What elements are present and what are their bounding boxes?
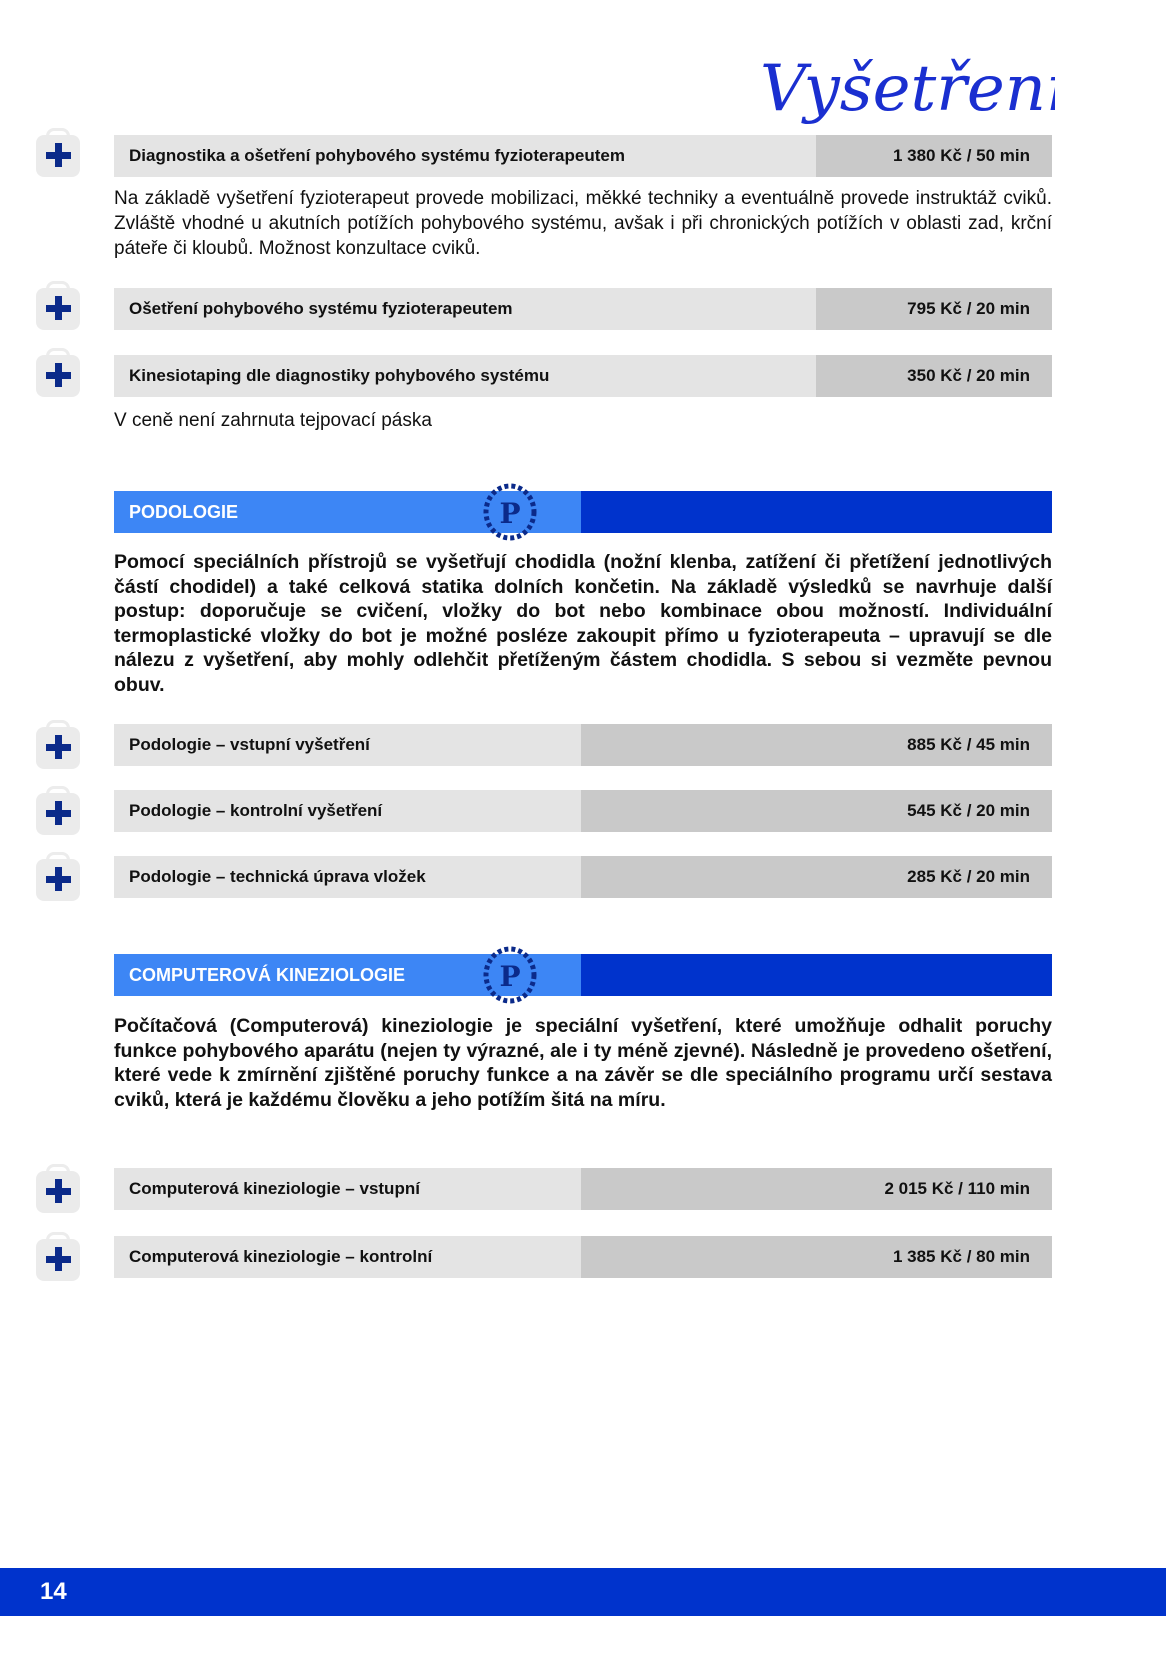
price-row (114, 790, 1052, 832)
service-price: 1 380 Kč / 50 min (816, 135, 1052, 177)
service-name: Podologie – vstupní vyšetření (114, 724, 581, 766)
price-row (114, 135, 1052, 177)
section-header-kineziologie (114, 954, 1052, 996)
script-title-text: Vyšetření (760, 52, 1055, 126)
service-price: 2 015 Kč / 110 min (581, 1168, 1052, 1210)
svg-text:P: P (499, 497, 521, 530)
service-description: Na základě vyšetření fyzioterapeut provede mobilizaci, měkké techniky a eventuálně provede instruktáž cviků. Zvláště vhodné u akutních potížích pohybového systému, avšak i při chronických potížích v oblasti zad, krční páteře či kloubů. Možnost konzultace cviků. (114, 188, 1052, 259)
service-price: 885 Kč / 45 min (581, 724, 1052, 766)
price-row (114, 288, 1052, 330)
page-number: 14 (40, 1578, 67, 1605)
price-row (114, 355, 1052, 397)
section-title: PODOLOGIE (114, 491, 581, 533)
price-row (114, 1236, 1052, 1278)
medical-kit-plus-icon (36, 1164, 80, 1214)
price-row (114, 856, 1052, 898)
section-description: Pomocí speciálních přístrojů se vyšetřují chodidla (nožní klenba, zatížení či přetížení jednotlivých částí chodidel) a také celková statika dolních končetin. Na základě výsledků se navrhuje další postup: doporučuje se cvičení, vložky do bot nebo kombinace obou možností. Individuální termoplastické vložky do bot je možné posléze zakoupit přímo u fyzioterapeuta – upravují se dle nálezu z vyšetření, aby mohly odlehčit přetíženým částem chodidla. S sebou si vezměte pevnou obuv. (114, 551, 1052, 696)
service-name: Podologie – technická úprava vložek (114, 856, 581, 898)
medical-kit-plus-icon (36, 852, 80, 902)
service-price: 795 Kč / 20 min (816, 288, 1052, 330)
vysetreni-script-title (755, 48, 1055, 138)
section-title: COMPUTEROVÁ KINEZIOLOGIE (114, 954, 581, 996)
medical-kit-plus-icon (36, 281, 80, 331)
service-price: 350 Kč / 20 min (816, 355, 1052, 397)
section-header-podologie (114, 491, 1052, 533)
medical-kit-plus-icon (36, 786, 80, 836)
service-name: Podologie – kontrolní vyšetření (114, 790, 581, 832)
medical-kit-plus-icon (36, 1232, 80, 1282)
svg-text:P: P (499, 960, 521, 993)
service-price: 1 385 Kč / 80 min (581, 1236, 1052, 1278)
medical-kit-plus-icon (36, 348, 80, 398)
price-row (114, 1168, 1052, 1210)
service-name: Computerová kineziologie – kontrolní (114, 1236, 581, 1278)
laurel-wreath-logo (480, 481, 540, 543)
laurel-wreath-logo (480, 944, 540, 1006)
service-name: Kinesiotaping dle diagnostiky pohybového systému (114, 355, 816, 397)
price-row (114, 724, 1052, 766)
service-price: 285 Kč / 20 min (581, 856, 1052, 898)
page-title-script (755, 48, 1055, 138)
service-note: V ceně není zahrnuta tejpovací páska (114, 410, 432, 431)
section-description: Počítačová (Computerová) kineziologie je speciální vyšetření, které umožňuje odhalit poruchy funkce pohybového aparátu (nejen ty výrazné, ale i ty méně zjevné). Následně je provedeno ošetření, které vede k zmírnění zjištěné poruchy funkce a na závěr se dle speciálního programu určí sestava cviků, která je každému člověku a jeho potížím šitá na míru. (114, 1015, 1052, 1111)
service-name: Ošetření pohybového systému fyzioterapeutem (114, 288, 816, 330)
service-name: Diagnostika a ošetření pohybového systému fyzioterapeutem (114, 135, 816, 177)
service-name: Computerová kineziologie – vstupní (114, 1168, 581, 1210)
medical-kit-plus-icon (36, 720, 80, 770)
footer-bar (0, 1568, 1166, 1616)
service-price: 545 Kč / 20 min (581, 790, 1052, 832)
medical-kit-plus-icon (36, 128, 80, 178)
